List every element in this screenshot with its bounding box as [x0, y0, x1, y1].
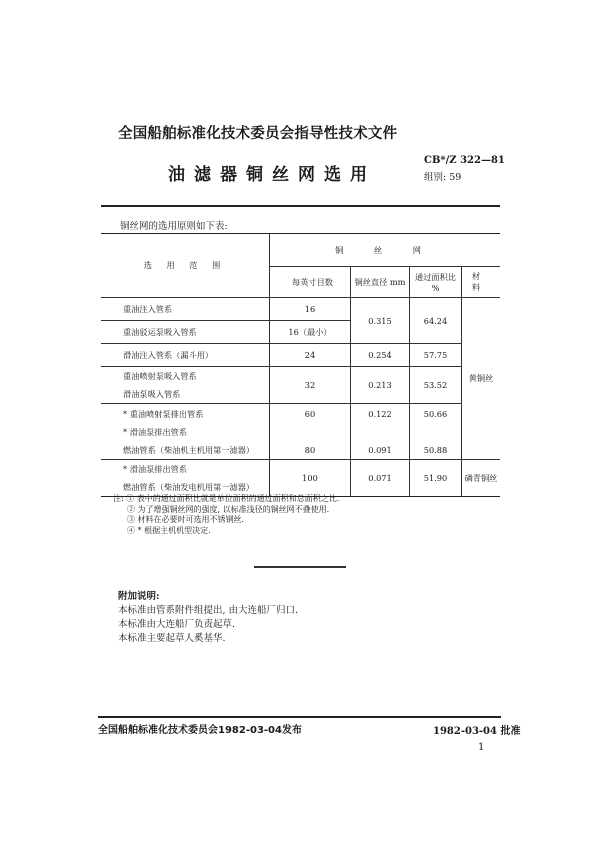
note-2: ② 为了增强铜丝网的强度, 以标准浅径的铜丝网不叠使用.	[127, 504, 330, 514]
diameter-cell: 0.122 0.091	[351, 404, 410, 460]
range-cell: 重油驳运泵吸入管系	[101, 321, 270, 344]
ratio-cell: 57.75	[410, 344, 462, 367]
note-3: ③ 材料在必要时可选用不锈钢丝.	[127, 515, 245, 524]
mesh-cell: 16	[270, 298, 351, 321]
document-title: 油滤器铜丝网选用	[168, 165, 376, 185]
ratio-cell: 64.24	[410, 298, 462, 344]
issued-by: 全国船舶标准化技术委员会1982-03-04发布	[98, 725, 302, 736]
additional-line: 本标准由大连船厂负责起草.	[118, 619, 236, 630]
material-cell-phosphor: 磷青铜丝	[462, 460, 501, 497]
ratio-cell: 50.66 50.88	[410, 404, 462, 460]
header-wire-mesh: 铜 丝 网	[270, 234, 501, 267]
diameter-cell: 0.315	[351, 298, 410, 344]
ratio-cell: 51.90	[410, 460, 462, 497]
mesh-cell: 32	[270, 367, 351, 404]
footer-rule	[98, 716, 501, 718]
organization-title: 全国船舶标准化技术委员会指导性技术文件	[118, 126, 398, 142]
range-cell: 重油喷射泵吸入管系 滑油泵吸入管系	[101, 367, 270, 404]
header-range: 选 用 范 围	[101, 234, 270, 298]
range-cell: 滑油注入管系（漏斗用）	[101, 344, 270, 367]
intro-text: 铜丝网的选用原则如下表:	[120, 221, 228, 232]
header-mesh: 每英寸目数	[270, 267, 351, 298]
table-notes	[113, 494, 339, 536]
approved-date: 1982-03-04 批准	[433, 726, 521, 737]
selection-table	[101, 233, 500, 497]
diameter-cell: 0.254	[351, 344, 410, 367]
ratio-cell: 53.52	[410, 367, 462, 404]
header-diameter: 铜丝直径 mm	[351, 267, 410, 298]
header-ratio: 通过面积比 %	[410, 267, 462, 298]
range-cell: * 重油喷射泵排出管系 * 滑油泵排出管系 燃油管系（柴油机主机用第一滤器）	[101, 404, 270, 460]
mesh-cell: 60 80	[270, 404, 351, 460]
additional-line: 本标准主要起草人奚基华.	[118, 633, 226, 644]
diameter-cell: 0.071	[351, 460, 410, 497]
standard-code: CB*/Z 322—81	[424, 155, 505, 166]
material-cell-brass: 黄铜丝	[462, 298, 501, 460]
range-cell: 重油注入管系	[101, 298, 270, 321]
note-4: ④ * 根据主机机型决定.	[127, 525, 211, 535]
additional-title: 附加说明:	[118, 591, 160, 602]
additional-line: 本标准由管系附件组提出, 由大连船厂归口.	[118, 605, 299, 616]
range-cell: * 滑油泵排出管系 燃油管系（柴油发电机用第一滤器）	[101, 460, 270, 497]
header-rule	[101, 205, 500, 207]
mesh-cell: 24	[270, 344, 351, 367]
section-separator	[254, 566, 346, 568]
mesh-cell: 100	[270, 460, 351, 497]
diameter-cell: 0.213	[351, 367, 410, 404]
note-1: 注: ① 表中的通过面积比就是单位面积的通过面积和总面积之比.	[113, 494, 340, 503]
mesh-cell: 16（最小）	[270, 321, 351, 344]
page-number: 1	[478, 742, 485, 753]
additional-notes	[118, 590, 298, 646]
standard-group: 组别: 59	[424, 172, 462, 183]
header-material: 材 料	[462, 267, 501, 298]
